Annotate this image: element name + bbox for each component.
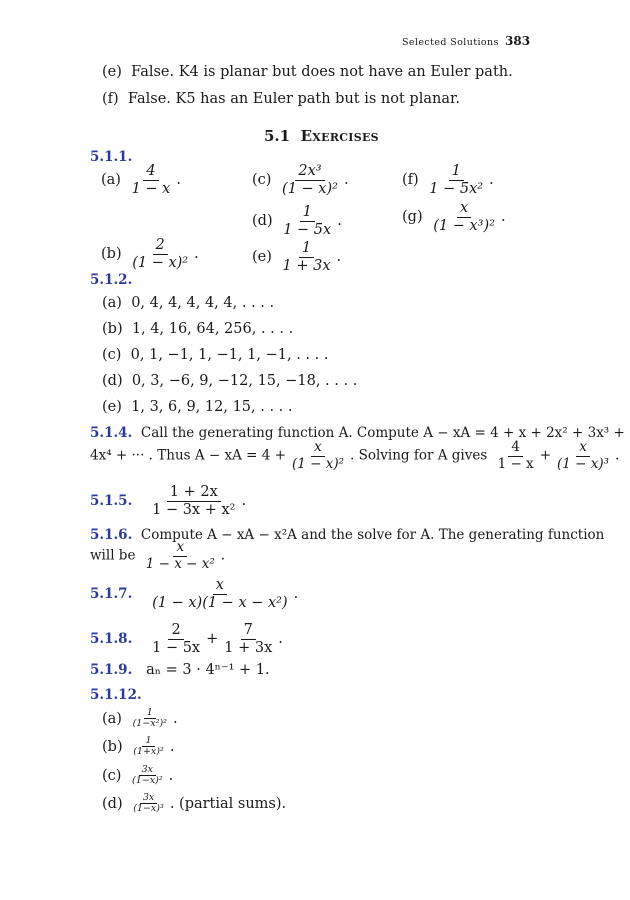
- item-label: (f): [102, 91, 119, 107]
- prev-item-f: [102, 91, 460, 107]
- fraction: $\frac{2}{1 - 5x}$: [152, 622, 201, 656]
- exercise-label: 5.1.5.: [90, 493, 133, 510]
- fraction: $\frac{1 + 2x}{\text{1 − 3x + x²}}$: [152, 484, 236, 518]
- section-title: Exercises: [300, 127, 379, 145]
- ex511-c: (c) $\frac{\text{2x³}}{\text{(1 − x)²}}$ .: [252, 163, 349, 197]
- section-number: 5.1: [264, 127, 291, 145]
- item-text: False. K5 has an Euler path but is not planar.: [127, 91, 460, 107]
- fraction: $\frac{x}{\text{1 − x − x²}}$: [145, 539, 215, 572]
- exercise-label: 5.1.1.: [90, 149, 133, 165]
- fraction: $\frac{x}{\text{(1 − x)(1 − x − x²)}}$: [152, 577, 288, 611]
- ex5112-a: (a) $\frac{1}{\text{(1−x²)²}}$ .: [102, 707, 178, 730]
- ex511-f: (f) $\frac{1}{\text{1 − 5x²}}$ .: [402, 163, 494, 197]
- ex512-c: (c) 0, 1, −1, 1, −1, 1, −1, . . . .: [102, 347, 329, 363]
- ex511-e: (e) $\frac{1}{1 + 3x}$ .: [252, 240, 342, 274]
- exercise-label: 5.1.2.: [90, 272, 133, 288]
- section-heading: [264, 127, 379, 145]
- fraction: $\frac{3x}{\text{(1−x)²}}$: [132, 764, 163, 787]
- ex511-a: (a) $\frac{4}{1 - x}$ .: [101, 163, 181, 197]
- item-text: False. K4 is planar but does not have an Euler path.: [131, 64, 513, 80]
- ex519: 5.1.9. aₙ = 3 · 4ⁿ⁻¹ + 1.: [90, 662, 270, 678]
- ex518: 5.1.8. $\frac{2}{1 - 5x}$ + $\frac{7}{1 + 3x}$ .: [90, 622, 283, 656]
- fraction: $\frac{7}{1 + 3x}$: [224, 622, 273, 656]
- fraction: $\frac{4}{1 - x}$: [131, 163, 171, 197]
- ex514-line1: 5.1.4. Call the generating function A. Compute A − xA = 4 + x + 2x² + 3x³ +: [90, 425, 625, 441]
- ex511-b: (b) $\frac{2}{\text{(1 − x)²}}$ .: [101, 237, 199, 271]
- fraction: $\frac{2}{\text{(1 − x)²}}$: [132, 237, 189, 271]
- ex517: 5.1.7. $\frac{x}{\text{(1 − x)(1 − x − x²)}}$ .: [90, 577, 299, 611]
- fraction: $\frac{3x}{\text{(1−x)³}}$: [133, 792, 164, 815]
- ex516-line1: 5.1.6. Compute A − xA − x²A and the solve for A. The generating function: [90, 527, 605, 543]
- ex5112-c: (c) $\frac{3x}{\text{(1−x)²}}$ .: [102, 764, 174, 787]
- ex511-d: (d) $\frac{1}{1 - 5x}$ .: [252, 204, 342, 238]
- fraction: $\frac{x}{\text{(1 − x³)²}}$: [433, 200, 495, 234]
- prev-item-e: [102, 64, 513, 80]
- running-header: Selected Solutions: [402, 37, 499, 48]
- ex512-b: (b) 1, 4, 16, 64, 256, . . . .: [102, 321, 294, 337]
- ex511-g: (g) $\frac{x}{\text{(1 − x³)²}}$ .: [402, 200, 506, 234]
- ex515: 5.1.5. $\frac{1 + 2x}{\text{1 − 3x + x²}}$ .: [90, 484, 247, 518]
- fraction: $\frac{4}{1 - x}$: [497, 439, 534, 472]
- ex5112-b: (b) $\frac{1}{\text{(1+x)²}}$ .: [102, 735, 175, 758]
- exercise-label: 5.1.12.: [90, 687, 142, 703]
- ex5112-d: (d) $\frac{3x}{\text{(1−x)³}}$ . (partial sums).: [102, 792, 287, 815]
- fraction: $\frac{x}{\text{(1 − x)³}}$: [557, 439, 610, 472]
- ex512-d: (d) 0, 3, −6, 9, −12, 15, −18, . . . .: [102, 373, 358, 389]
- ex512-a: (a) 0, 4, 4, 4, 4, 4, . . . .: [102, 295, 275, 311]
- fraction: $\frac{1}{\text{(1−x²)²}}$: [132, 707, 167, 730]
- page-number: 383: [505, 34, 531, 48]
- fraction: $\frac{\text{2x³}}{\text{(1 − x)²}}$: [282, 163, 338, 197]
- fraction: $\frac{x}{\text{(1 − x)²}}$: [291, 439, 345, 472]
- exercise-label: 5.1.8.: [90, 631, 133, 648]
- exercise-label: 5.1.9.: [90, 662, 133, 678]
- ex512-e: (e) 1, 3, 6, 9, 12, 15, . . . .: [102, 399, 293, 415]
- exercise-label: 5.1.4.: [90, 425, 133, 441]
- exercise-label: 5.1.7.: [90, 586, 133, 603]
- fraction: $\frac{1}{\text{(1+x)²}}$: [133, 735, 164, 758]
- exercise-label: 5.1.6.: [90, 527, 133, 543]
- fraction: $\frac{1}{1 - 5x}$: [283, 204, 332, 238]
- fraction: $\frac{1}{1 + 3x}$: [282, 240, 331, 274]
- ex514-line2: 4x⁴ + ··· . Thus A − xA = 4 + $\frac{x}{\text{(1 − x)²}}$ . Solving for A gives $\frac{4}{1 - x}$ + $\frac{x}{\text{(1 − x)³}}$ .: [90, 439, 620, 472]
- fraction: $\frac{1}{\text{1 − 5x²}}$: [429, 163, 484, 197]
- ex516-line2: will be $\frac{x}{\text{1 − x − x²}}$ .: [90, 539, 226, 572]
- item-label: (e): [102, 64, 122, 80]
